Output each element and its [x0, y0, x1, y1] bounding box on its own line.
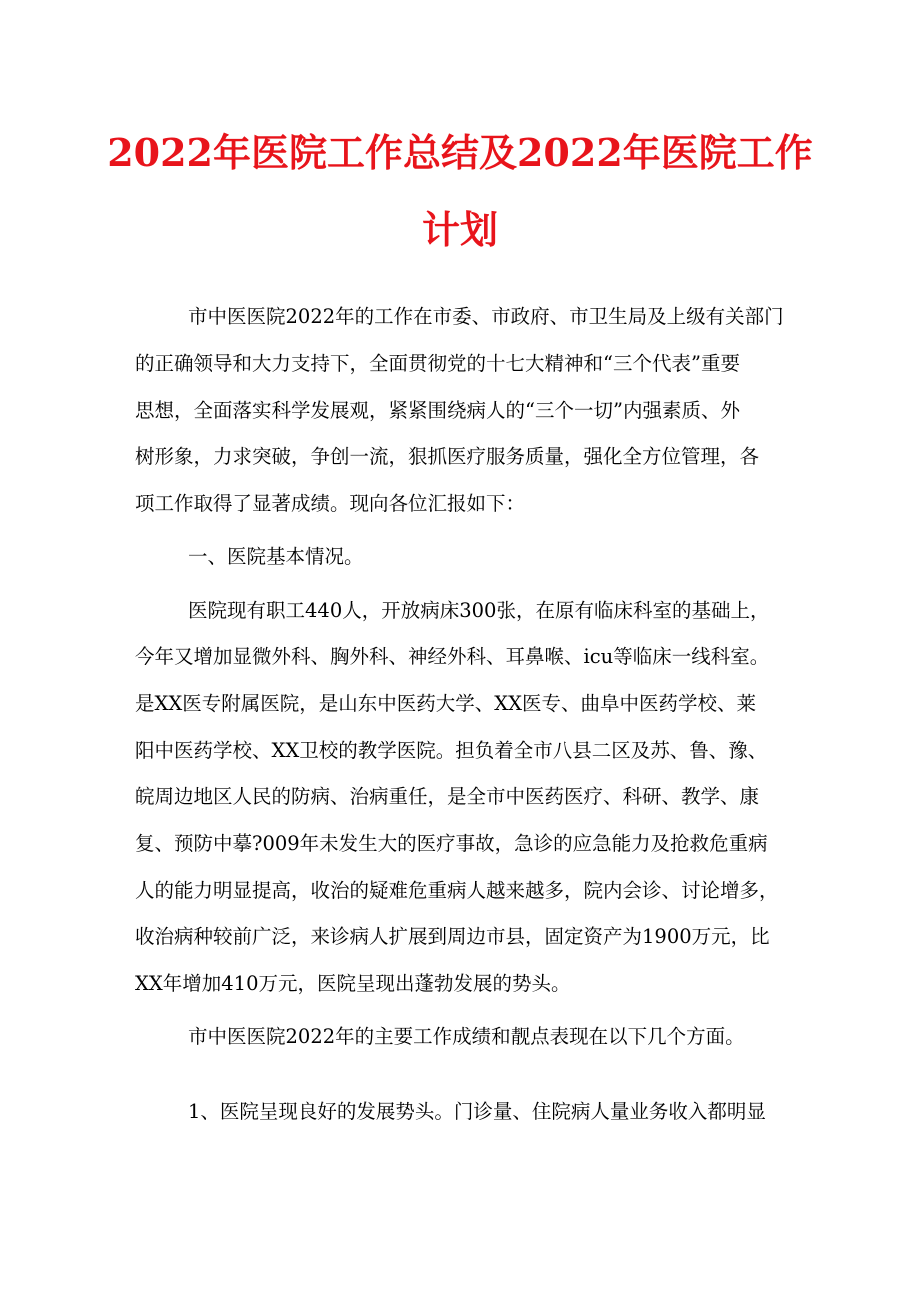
- paragraph-line: 的正确领导和大力支持下，全面贯彻党的十七大精神和“三个代表”重要: [135, 352, 740, 375]
- paragraph-line: 1、医院呈现良好的发展势头。门诊量、住院病人量业务收入都明显: [188, 1100, 766, 1123]
- paragraph-line: 今年又增加显微外科、胸外科、神经外科、耳鼻喉、icu等临床一线科室。: [135, 645, 770, 668]
- section-heading: 一、医院基本情况。: [188, 545, 364, 568]
- paragraph-line: 阳中医药学校、XX卫校的教学医院。担负着全市八县二区及苏、鲁、豫、: [135, 739, 768, 762]
- document-title-line-2: 计划: [421, 207, 498, 252]
- paragraph-line: 项工作取得了显著成绩。现向各位汇报如下：: [135, 492, 526, 515]
- paragraph-line: 收治病种较前广泛，来诊病人扩展到周边市县，固定资产为1900万元，比: [135, 925, 770, 948]
- paragraph-line: 医院现有职工440人，开放病床300张，在原有临床科室的基础上，: [188, 599, 770, 622]
- paragraph-line: XX年增加410万元，医院呈现出蓬勃发展的势头。: [135, 972, 571, 995]
- paragraph-line: 树形象，力求突破，争创一流，狠抓医疗服务质量，强化全方位管理，各: [135, 445, 760, 468]
- paragraph-line: 复、预防中摹?009年未发生大的医疗事故，急诊的应急能力及抢救危重病: [135, 832, 768, 855]
- paragraph-line: 人的能力明显提高，收治的疑难危重病人越来越多，院内会诊、讨论增多，: [135, 879, 779, 902]
- paragraph-line: 市中医医院2022年的主要工作成绩和靓点表现在以下几个方面。: [188, 1025, 745, 1048]
- paragraph-line: 皖周边地区人民的防病、治病重任，是全市中医药医疗、科研、教学、康: [135, 785, 760, 808]
- paragraph-line: 是XX医专附属医院，是山东中医药大学、XX医专、曲阜中医药学校、莱: [135, 692, 757, 715]
- document-title-line-1: 2022年医院工作总结及2022年医院工作: [107, 130, 813, 175]
- paragraph-line: 思想，全面落实科学发展观，紧紧围绕病人的“三个一切”内强素质、外: [135, 399, 740, 422]
- paragraph-line: 市中医医院2022年的工作在市委、市政府、市卫生局及上级有关部门: [188, 305, 784, 328]
